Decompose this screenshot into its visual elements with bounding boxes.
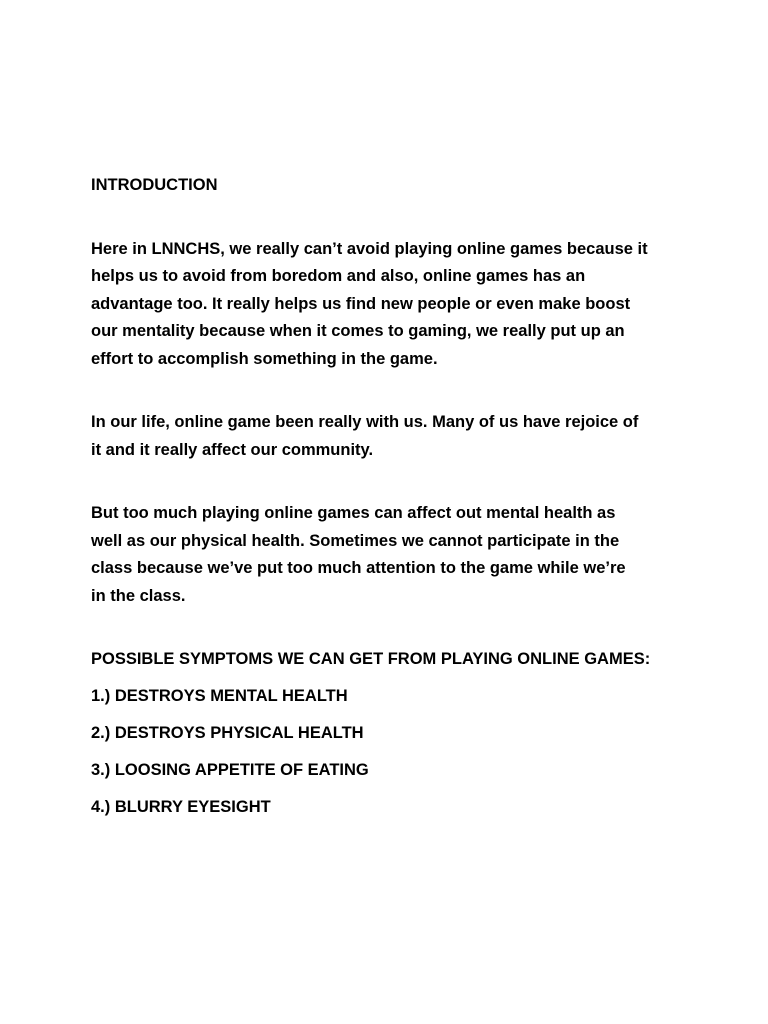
symptom-item: 2.) DESTROYS PHYSICAL HEALTH xyxy=(91,723,364,742)
paragraph-line: helps us to avoid from boredom and also, online games has an xyxy=(91,267,586,285)
paragraph-line: it and it really affect our community. xyxy=(91,440,374,459)
paragraph-line: But too much playing online games can affect out mental health as xyxy=(91,504,616,522)
section-heading: INTRODUCTION xyxy=(91,176,218,194)
symptoms-heading: POSSIBLE SYMPTOMS WE CAN GET FROM PLAYING ONLINE GAMES: xyxy=(91,650,651,668)
symptom-item: 1.) DESTROYS MENTAL HEALTH xyxy=(91,686,348,705)
paragraph-line: well as our physical health. Sometimes we cannot participate in the xyxy=(91,531,620,550)
paragraph-line: Here in LNNCHS, we really can’t avoid playing online games because it xyxy=(91,239,648,258)
paragraph-line: our mentality because when it comes to gaming, we really put up an xyxy=(91,322,625,340)
paragraph-1 xyxy=(91,236,691,374)
symptom-item: 3.) LOOSING APPETITE OF EATING xyxy=(91,760,369,779)
paragraph-line: class because we’ve put too much attention to the game while we’re xyxy=(91,559,626,577)
paragraph-line: In our life, online game been really with us. Many of us have rejoice of xyxy=(91,413,639,431)
paragraph-line: effort to accomplish something in the game. xyxy=(91,349,438,368)
document-page xyxy=(91,172,691,831)
paragraph-3 xyxy=(91,500,691,610)
paragraph-line: in the class. xyxy=(91,586,186,605)
paragraph-2 xyxy=(91,409,691,464)
paragraph-line: advantage too. It really helps us find new people or even make boost xyxy=(91,294,631,313)
symptom-item: 4.) BLURRY EYESIGHT xyxy=(91,797,271,816)
